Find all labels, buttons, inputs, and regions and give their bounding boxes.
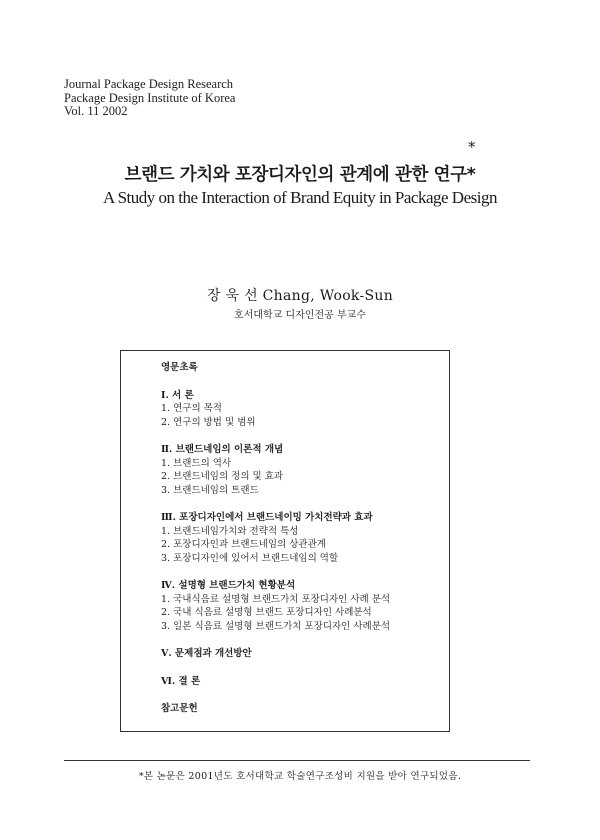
toc-spacer [161, 633, 441, 647]
toc-spacer [161, 688, 441, 702]
toc-abstract-label: 영문초록 [161, 362, 198, 373]
toc-section-heading: Ⅱ. 브랜드네임의 이론적 개념 [161, 444, 284, 455]
toc-section-heading: Ⅳ. 설명형 브랜드가치 현황분석 [161, 580, 296, 591]
toc-item: 3. 포장디자인에 있어서 브랜드네임의 역할 [161, 552, 339, 564]
toc-section-heading: Ⅴ. 문제점과 개선방안 [161, 648, 252, 659]
toc-item: 1. 브랜드의 역사 [161, 457, 232, 469]
toc-item: 2. 연구의 방법 및 범위 [161, 416, 256, 428]
paper-title-korean: 브랜드 가치와 포장디자인의 관계에 관한 연구* [124, 165, 476, 185]
toc-spacer [161, 565, 441, 579]
toc-section-heading: Ⅵ. 결 론 [161, 675, 201, 687]
journal-volume: Vol. 11 2002 [64, 104, 128, 118]
toc-item: 1. 브랜드네임가치와 전략적 특성 [161, 525, 299, 537]
journal-institute: Package Design Institute of Korea [64, 90, 236, 105]
toc-spacer [161, 497, 441, 511]
table-of-contents [120, 350, 450, 732]
toc-spacer [161, 429, 441, 443]
toc-item: 3. 브랜드네임의 트랜드 [161, 484, 259, 496]
journal-name: Journal Package Design Research [64, 77, 234, 91]
toc-item: 1. 연구의 목적 [161, 403, 222, 414]
journal-header [64, 78, 235, 119]
toc-section-heading: 참고문헌 [161, 703, 198, 714]
author-affiliation: 호서대학교 디자인전공 부교수 [234, 310, 366, 321]
title-footnote-marker: * [468, 138, 476, 156]
toc-item: 2. 포장디자인과 브랜드네임의 상관관계 [161, 539, 326, 550]
footnote: *본 논문은 2001년도 호서대학교 학술연구조성비 지원을 받아 연구되었음. [138, 771, 462, 782]
toc-item: 1. 국내식음료 설명형 브랜드가치 포장디자인 사례 분석 [161, 593, 391, 605]
toc-section-heading: Ⅰ. 서 론 [161, 389, 194, 401]
paper-title-english: A Study on the Interaction of Brand Equity in Package Design [103, 188, 497, 207]
toc-spacer [161, 661, 441, 675]
toc-item: 3. 일본 식음료 설명형 브랜드가치 포장디자인 사례분석 [161, 620, 391, 632]
toc-item: 2. 국내 식음료 설명형 브랜드 포장디자인 사례분석 [161, 607, 372, 618]
author-name: 장 욱 선 Chang, Wook-Sun [206, 288, 394, 304]
footnote-divider [64, 760, 530, 761]
toc-item: 2. 브랜드네임의 정의 및 효과 [161, 471, 284, 482]
toc-section-heading: Ⅲ. 포장디자인에서 브랜드네이밍 가치전략과 효과 [161, 512, 373, 523]
toc-content [161, 361, 441, 716]
